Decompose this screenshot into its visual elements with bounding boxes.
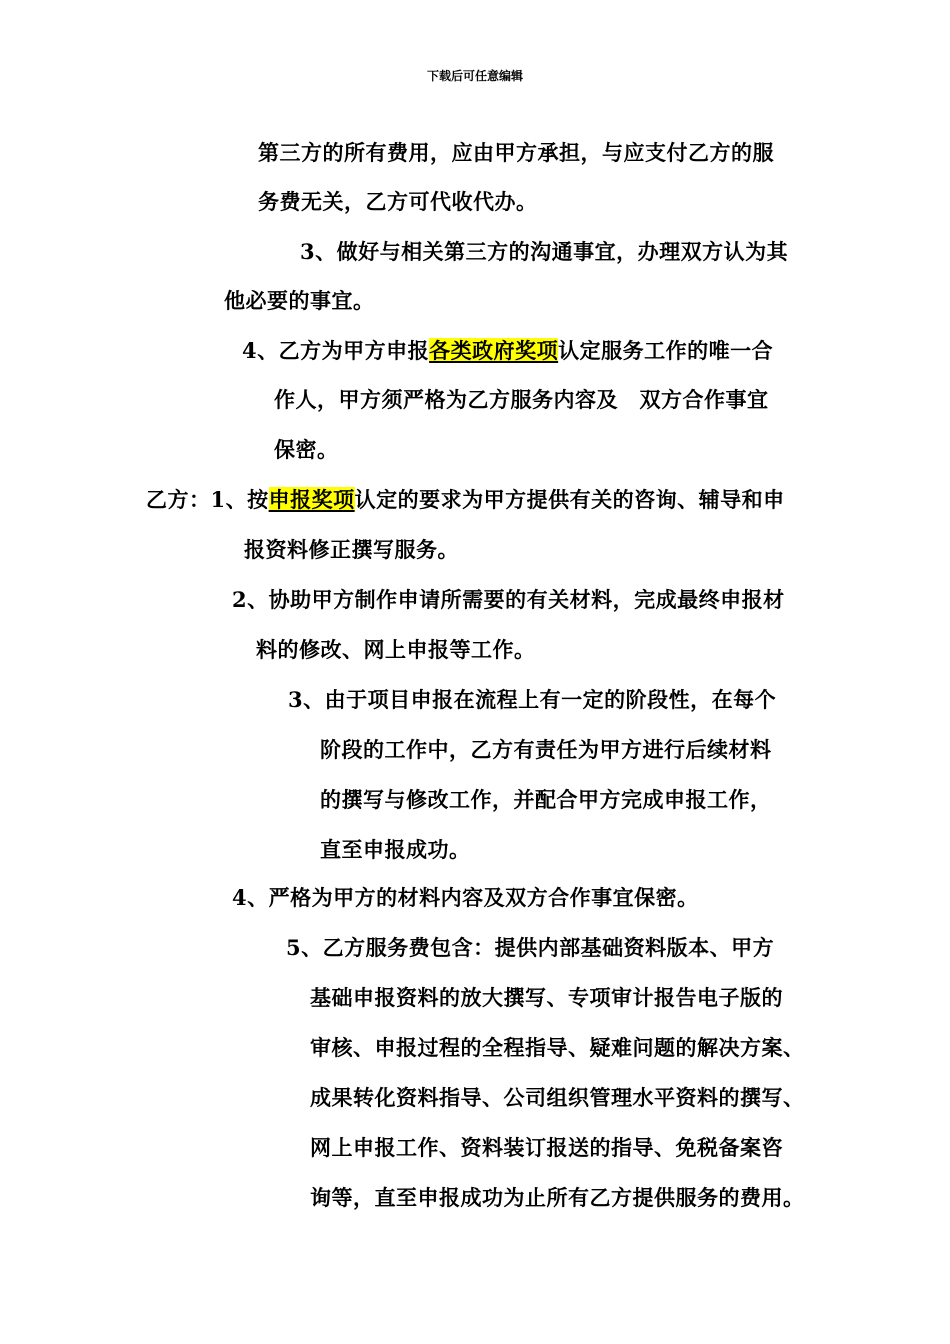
text-line: 阶段的工作中，乙方有责任为甲方进行后续材料: [320, 737, 772, 762]
text-line: 询等，直至申报成功为止所有乙方提供服务的费用。: [310, 1185, 805, 1210]
text-line: 3、由于项目申报在流程上有一定的阶段性，在每个: [288, 687, 777, 712]
text-line: [242, 337, 773, 365]
text-line: 2、协助甲方制作申请所需要的有关材料，完成最终申报材: [232, 587, 785, 612]
text-line: 报资料修正撰写服务。: [244, 537, 459, 562]
text-line: 作人，甲方须严格为乙方服务内容及 双方合作事宜: [274, 387, 769, 412]
highlighted-term: 各类政府奖项: [429, 338, 559, 363]
text-line: [146, 486, 785, 514]
text-segment: 4、乙方为甲方申报: [242, 338, 430, 363]
text-line: 他必要的事宜。: [224, 288, 375, 313]
text-segment: 认定服务工作的唯一合: [558, 338, 774, 363]
text-segment: 认定的要求为甲方提供有关的咨询、辅导和申: [354, 487, 785, 512]
text-line: 的撰写与修改工作，并配合甲方完成申报工作，: [320, 787, 772, 812]
text-line: 审核、申报过程的全程指导、疑难问题的解决方案、: [310, 1035, 805, 1060]
text-line: 第三方的所有费用，应由甲方承担，与应支付乙方的服: [258, 140, 774, 165]
text-line: 基础申报资料的放大撰写、专项审计报告电子版的: [310, 985, 783, 1010]
text-line: 网上申报工作、资料装订报送的指导、免税备案咨: [310, 1135, 783, 1160]
highlighted-term: 申报奖项: [268, 487, 355, 512]
text-line: 料的修改、网上申报等工作。: [256, 637, 536, 662]
text-line: 成果转化资料指导、公司组织管理水平资料的撰写、: [310, 1085, 805, 1110]
text-line: 4、严格为甲方的材料内容及双方合作事宜保密。: [232, 885, 699, 910]
text-line: 务费无关，乙方可代收代办。: [258, 189, 538, 214]
text-line: 直至申报成功。: [320, 837, 471, 862]
text-line: 5、乙方服务费包含：提供内部基础资料版本、甲方: [286, 935, 775, 960]
text-segment: 乙方：1、按: [146, 487, 269, 512]
text-line: 3、做好与相关第三方的沟通事宜，办理双方认为其: [300, 239, 789, 264]
text-line: 保密。: [274, 437, 339, 462]
page-header: 下载后可任意编辑: [426, 69, 523, 83]
